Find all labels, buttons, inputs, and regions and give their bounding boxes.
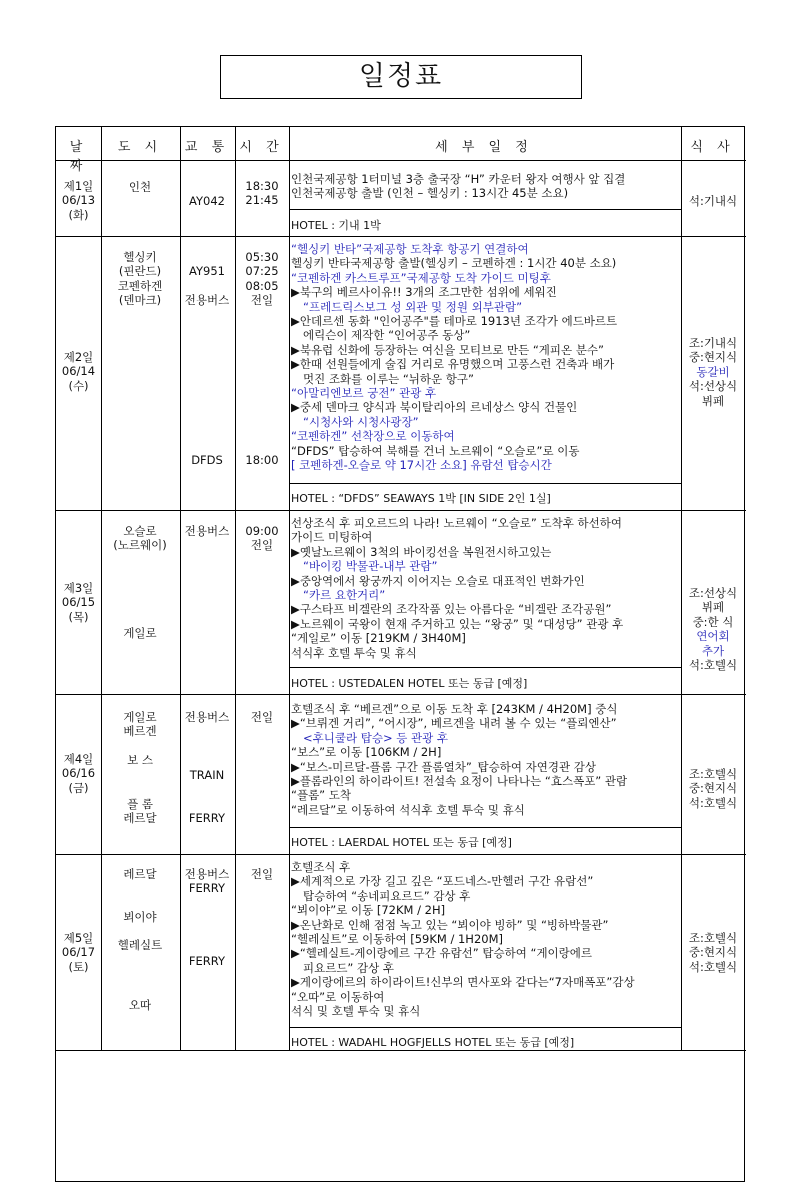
day-3-label: 제3일 06/15 (목) (61, 581, 96, 624)
day-2-transport-1: AY951 (189, 264, 225, 278)
day-2-cities: 헬싱키 (핀란드) 코펜하겐 (덴마크) (117, 250, 163, 308)
day-2-transport-2: 전용버스 (184, 293, 230, 307)
day-2-times: 05:30 07:25 08:05 전일 (245, 250, 279, 308)
day-4-hotel: HOTEL : LAERDAL HOTEL 또는 동급 [예정] (291, 836, 512, 849)
day-2-meals: 조:기내식 중:현지식 동갈비 석:선상식 뷔페 (688, 336, 738, 408)
day-4-city-voss: 보 스 (127, 753, 153, 767)
day-1-transport: AY042 (189, 194, 225, 208)
day-3-city-geilo: 게일로 (123, 626, 157, 640)
header-city: 도 시 (117, 140, 163, 155)
day-5-city-2: 뵈이야 (123, 910, 157, 924)
day-5-times: 전일 (250, 867, 274, 881)
day-3-times: 09:00 전일 (245, 524, 279, 553)
day-2-hotel: HOTEL : “DFDS” SEAWAYS 1박 [IN SIDE 2인 1실] (291, 492, 551, 505)
day-1-meals: 석:기내식 (688, 194, 738, 208)
day-2-time-dfds: 18:00 (245, 453, 279, 467)
day-4-details: 호텔조식 후 “베르겐”으로 이동 도착 후 [243KM / 4H20M] 중식 ▶“브뤼겐 거리”, “어시장”, 베르겐을 내려 볼 수 있는 “플뢰엔산” <후니쿨라 탑승> 등 관광 후 “보스”로 이동 [106KM / 2H] ▶“보스-미르달-플롬 구간 플롬열차”_탑승하여 자연경관 감상 ▶플롬라인의 하이라이트! 전설속 요정이 나타나는 “효스폭포” 관람 “플롬” 도착 “레르달”로 이동하여 석식후 호텔 투숙 및 휴식 (291, 702, 628, 817)
header-day: 날 짜 (69, 140, 88, 174)
day-4-cities-2: 플 롬 레르달 (123, 797, 157, 826)
day-1-times: 18:30 21:45 (245, 179, 279, 208)
day-4-transport-2: TRAIN (189, 768, 225, 782)
header-transport: 교 통 (184, 140, 230, 155)
day-5-city-4: 오따 (128, 998, 152, 1012)
day-5-meals: 조:호텔식 중:현지식 석:호텔식 (688, 931, 738, 974)
day-5-city-3: 헬레실트 (117, 938, 163, 952)
day-4-cities-1: 게일로 베르겐 (123, 710, 157, 739)
day-5-transport-1: 전용버스 FERRY (184, 867, 230, 896)
header-detail: 세 부 일 정 (435, 140, 533, 155)
day-1-hotel: HOTEL : 기내 1박 (291, 219, 381, 232)
day-5-label: 제5일 06/17 (토) (61, 931, 96, 974)
day-1-details: 인천국제공항 1터미널 3층 출국장 “H” 카운터 왕자 여행사 앞 집결 인천국제공항 출발 (인천 – 헬싱키 : 13시간 45분 소요) (291, 172, 626, 201)
day-2-label: 제2일 06/14 (수) (61, 350, 96, 393)
day-3-hotel: HOTEL : USTEDALEN HOTEL 또는 동급 [예정] (291, 677, 528, 690)
day-4-transport-3: FERRY (188, 811, 226, 825)
day-5-hotel: HOTEL : WADAHL HOGFJELLS HOTEL 또는 동급 [예정] (291, 1036, 575, 1049)
day-5-city-1: 레르달 (123, 867, 157, 881)
header-meal: 식 사 (690, 140, 735, 155)
day-1-city: 인천 (128, 180, 152, 194)
day-4-label: 제4일 06/16 (금) (61, 752, 96, 795)
day-5-transport-3: FERRY (188, 954, 226, 968)
day-2-details: “헬싱키 반타”국제공항 도착후 항공기 연결하여 헬싱키 반타국제공항 출발(헬싱키 – 코펜하겐 : 1시간 40분 소요) “코펜하겐 카스트루프”국제공항 도착 가이드 미팅후 ▶북구의 베르사이유!! 3개의 조그만한 섬위에 세워진 “프레드릭스보그 성 외관 및 정원 외부관람” ▶안데르센 동화 "인어공주"를 테마로 1913년 조각가 에드바르트 에릭슨이 제작한 “인어공주 동상” ▶북유럽 신화에 등장하는 여신을 모티브로 만든 “게피온 분수” ▶한때 선원들에게 술집 거리로 유명했으며 고풍스런 건축과 배가 멋진 조화를 이루는 “뉘하운 항구” “아말리엔보르 궁전” 관광 후 ▶중세 덴마크 양식과 북이탈리아의 르네상스 양식 건물인 “시청사와 시청사광장” “코펜하겐” 선착장으로 이동하여 “DFDS” 탑승하여 북해를 건너 노르웨이 “오슬로”로 이동 [ 코펜하겐-오슬로 약 17시간 소요] 유람선 탑승시간 (291, 242, 618, 473)
day-4-meals: 조:호텔식 중:현지식 석:호텔식 (688, 767, 738, 810)
day-3-cities: 오슬로 (노르웨이) (113, 524, 167, 553)
page-title: 일정표 (220, 55, 582, 99)
day-1-label: 제1일 06/13 (화) (61, 179, 96, 222)
day-3-transport: 전용버스 (184, 524, 230, 538)
day-2-transport-3: DFDS (191, 453, 223, 467)
day-5-details: 호텔조식 후 ▶세계적으로 가장 길고 깊은 “포드네스-만헬러 구간 유람선” 탑승하여 “송네피요르드” 감상 후 “뵈이야”로 이동 [72KM / 2H] ▶온난화로 인해 점점 녹고 있는 “뵈이야 빙하” 및 “빙하박물관” “헬레실트”로 이동하여 [59KM / 1H20M] ▶“헬레실트-게이랑에르 구간 유람선” 탑승하여 “게이랑에르 피요르드” 감상 후 ▶게이랑에르의 하이라이트!신부의 면사포와 같다는“7자매폭포”감상 “오따”로 이동하여 석식 및 호텔 투숙 및 휴식 (291, 860, 635, 1019)
day-4-times: 전일 (250, 710, 274, 724)
day-4-transport-1: 전용버스 (184, 710, 230, 724)
header-time: 시 간 (239, 140, 284, 155)
day-3-meals: 조:선상식 뷔페 중:한 식 연어회 추가 석:호텔식 (688, 586, 738, 673)
day-3-details: 선상조식 후 피오르드의 나라! 노르웨이 “오슬로” 도착후 하선하여 가이드 미팅하여 ▶옛날노르웨이 3척의 바이킹선을 복원전시하고있는 “바이킹 박물관-내부 관람” ▶중앙역에서 왕궁까지 이어지는 오슬로 대표적인 번화가인 “카르 요한거리” ▶구스타프 비겔란의 조각작품 있는 아름다운 “비겔란 조각공원” ▶노르웨이 국왕이 현재 주거하고 있는 “왕궁” 및 “대성당” 관광 후 “게일로” 이동 [219KM / 3H40M] 석식후 호텔 투숙 및 휴식 (291, 516, 624, 660)
